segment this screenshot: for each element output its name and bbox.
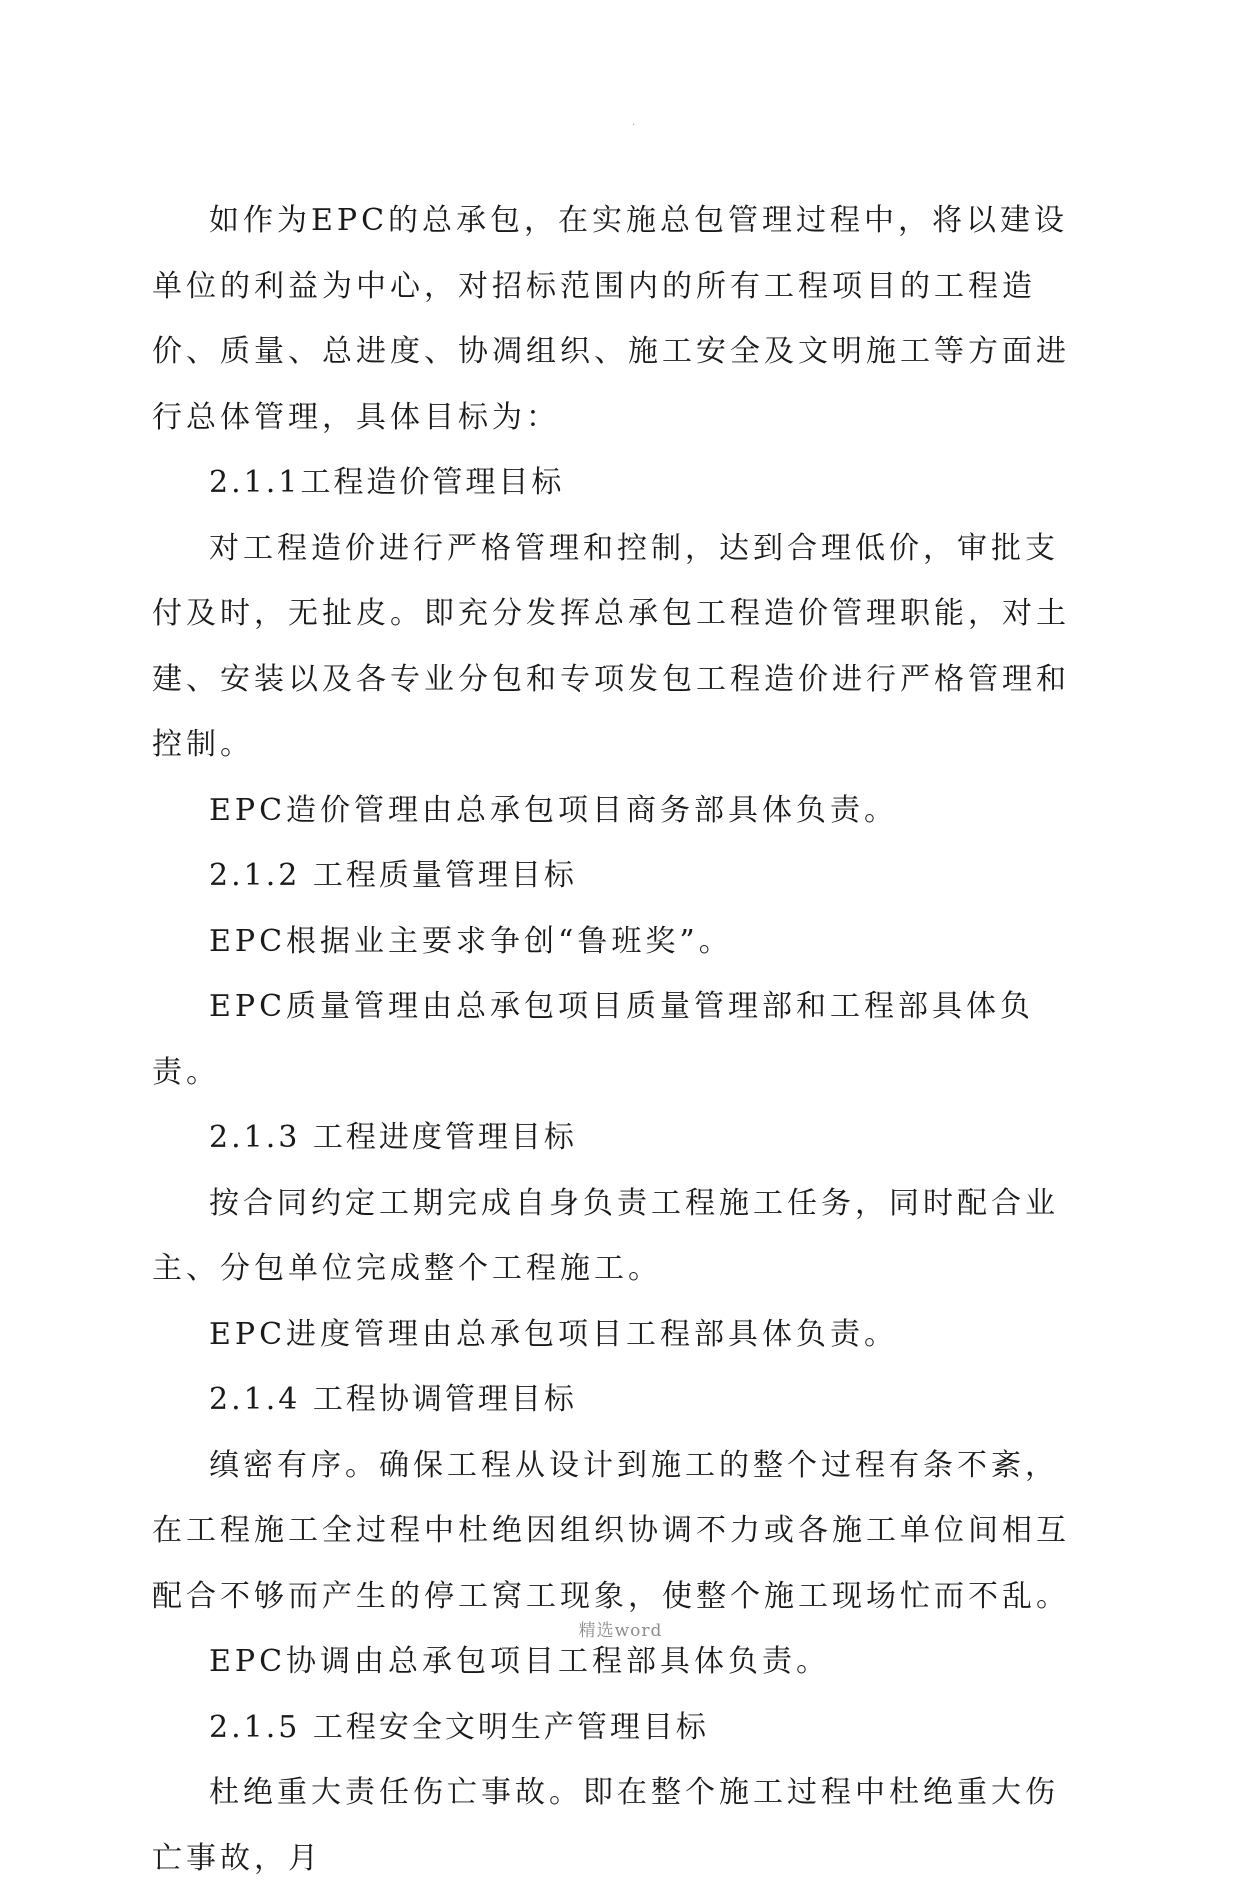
section-heading-2-1-3: 2.1.3 工程进度管理目标 [209,1120,577,1155]
section-heading-2-1-2: 2.1.2 工程质量管理目标 [209,858,577,893]
section-heading-2-1-5: 2.1.5 工程安全文明生产管理目标 [209,1709,709,1745]
section-heading-2-1-1: 2.1.1工程造价管理目标 [209,465,565,500]
paragraph-quality-target: EPC根据业主要求争创“鲁班奖”。 [209,923,733,959]
paragraph-cost-target: 对工程造价进行严格管理和控制，达到合理低价，审批支付及时，无扯皮。即充分发挥总承包工程造价管理职能，对土建、安装以及各专业分包和专项发包工程造价进行严格管理和控制。 [152,530,1070,762]
paragraph-cost-responsibility: EPC造价管理由总承包项目商务部具体负责。 [209,792,899,828]
paragraph-coordination-responsibility: EPC协调由总承包项目工程部具体负责。 [209,1644,831,1679]
paragraph-coordination-target: 缜密有序。确保工程从设计到施工的整个过程有条不紊，在工程施工全过程中杜绝因组织协调不力或各施工单位间相互配合不够而产生的停工窝工现象，使整个施工现场忙而不乱。 [152,1447,1070,1614]
header-mark: . [632,117,636,128]
section-heading-2-1-4: 2.1.4 工程协调管理目标 [209,1382,577,1417]
paragraph-safety-target: 杜绝重大责任伤亡事故。即在整个施工过程中杜绝重大伤亡事故，月 [152,1775,1059,1876]
paragraph-intro: 如作为EPC的总承包，在实施总包管理过程中，将以建设单位的利益为中心，对招标范围内的所有工程项目的工程造价、质量、总进度、协凋组织、施工安全及文明施工等方面进行总体管理，具体目标为： [152,203,1070,435]
paragraph-schedule-responsibility: EPC进度管理由总承包项目工程部具体负责。 [209,1316,899,1352]
paragraph-quality-responsibility: EPC质量管理由总承包项目质量管理部和工程部具体负责。 [152,989,1035,1090]
page-footer: 精选word [578,1621,663,1641]
paragraph-schedule-target: 按合同约定工期完成自身负责工程施工任务，同时配合业主、分包单位完成整个工程施工。 [152,1185,1059,1286]
